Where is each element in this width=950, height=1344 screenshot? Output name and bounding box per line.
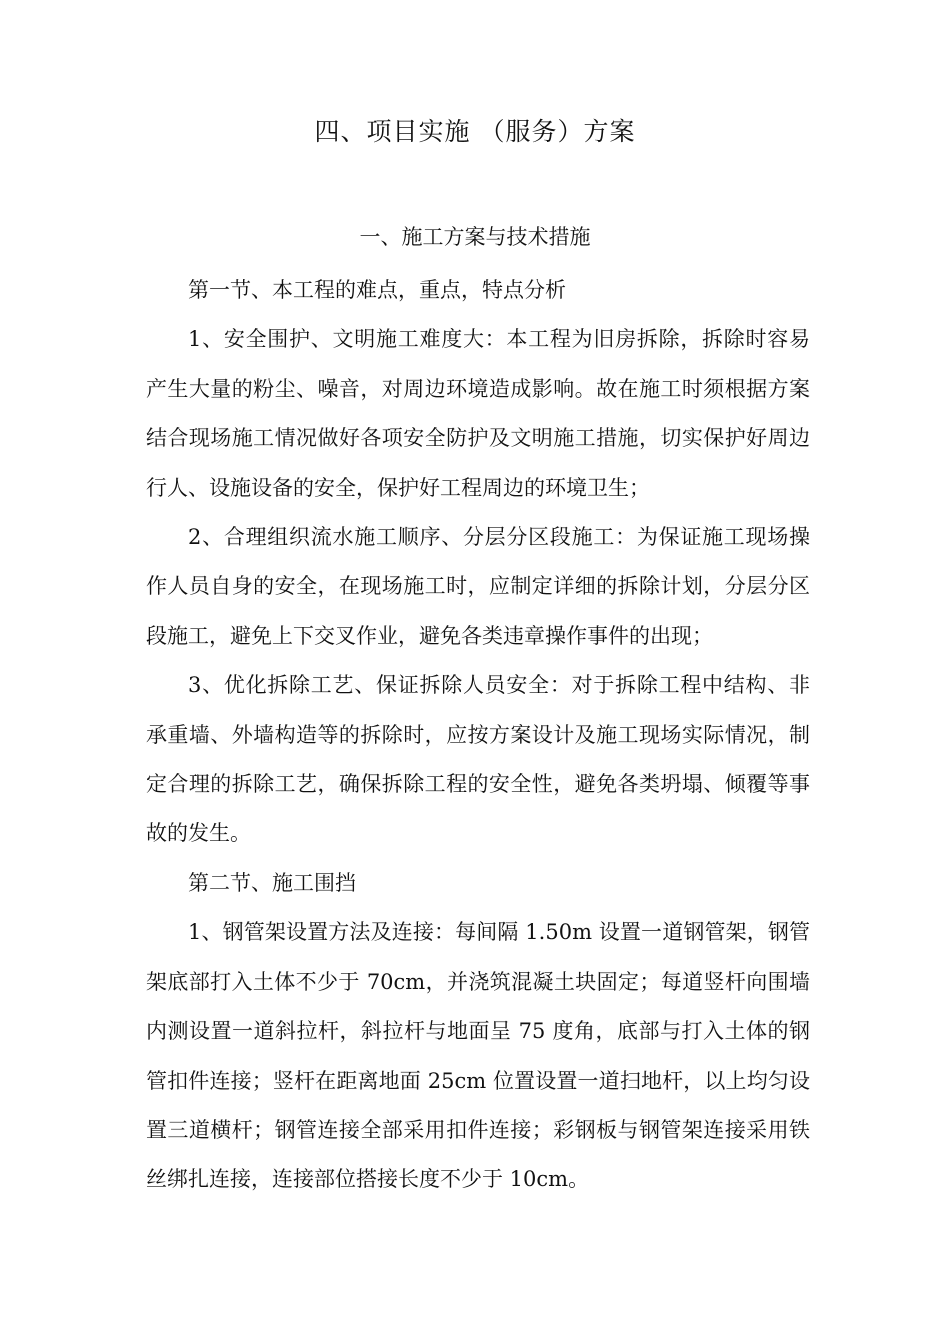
section-heading: 第二节、施工围挡 [188,870,356,895]
paragraph: 2、合理组织流水施工顺序、分层分区段施工：为保证施工现场操作人员自身的安全，在现场施工时，应制定详细的拆除计划，分层分区段施工，避免上下交叉作业，避免各类违章操作事件的出现； [146,525,810,648]
paragraph: 3、优化拆除工艺、保证拆除人员安全：对于拆除工程中结构、非承重墙、外墙构造等的拆除时，应按方案设计及施工现场实际情况，制定合理的拆除工艺，确保拆除工程的安全性，避免各类坍塌、倾覆等事故的发生。 [146,673,810,846]
document-body [146,266,810,1205]
section-heading: 第一节、本工程的难点，重点，特点分析 [188,278,566,302]
document-title: 四、项目实施 （服务）方案 [314,117,636,146]
chapter-title: 一、施工方案与技术措施 [359,225,591,249]
paragraph: 1、安全围护、文明施工难度大：本工程为旧房拆除，拆除时容易产生大量的粉尘、噪音，对周边环境造成影响。故在施工时须根据方案结合现场施工情况做好各项安全防护及文明施工措施，切实保护好周边行人、设施设备的安全，保护好工程周边的环境卫生； [146,327,810,500]
paragraph: 1、钢管架设置方法及连接：每间隔 1.50m 设置一道钢管架，钢管架底部打入土体不少于 70cm，并浇筑混凝土块固定；每道竖杆向围墙内测设置一道斜拉杆，斜拉杆与地面呈 75 度角，底部与打入土体的钢管扣件连接；竖杆在距离地面 25cm 位置设置一道扫地杆，以上均匀设置三道横杆；钢管连接全部采用扣件连接；彩钢板与钢管架连接采用铁丝绑扎连接，连接部位搭接长度不少于 10cm。 [146,920,810,1192]
